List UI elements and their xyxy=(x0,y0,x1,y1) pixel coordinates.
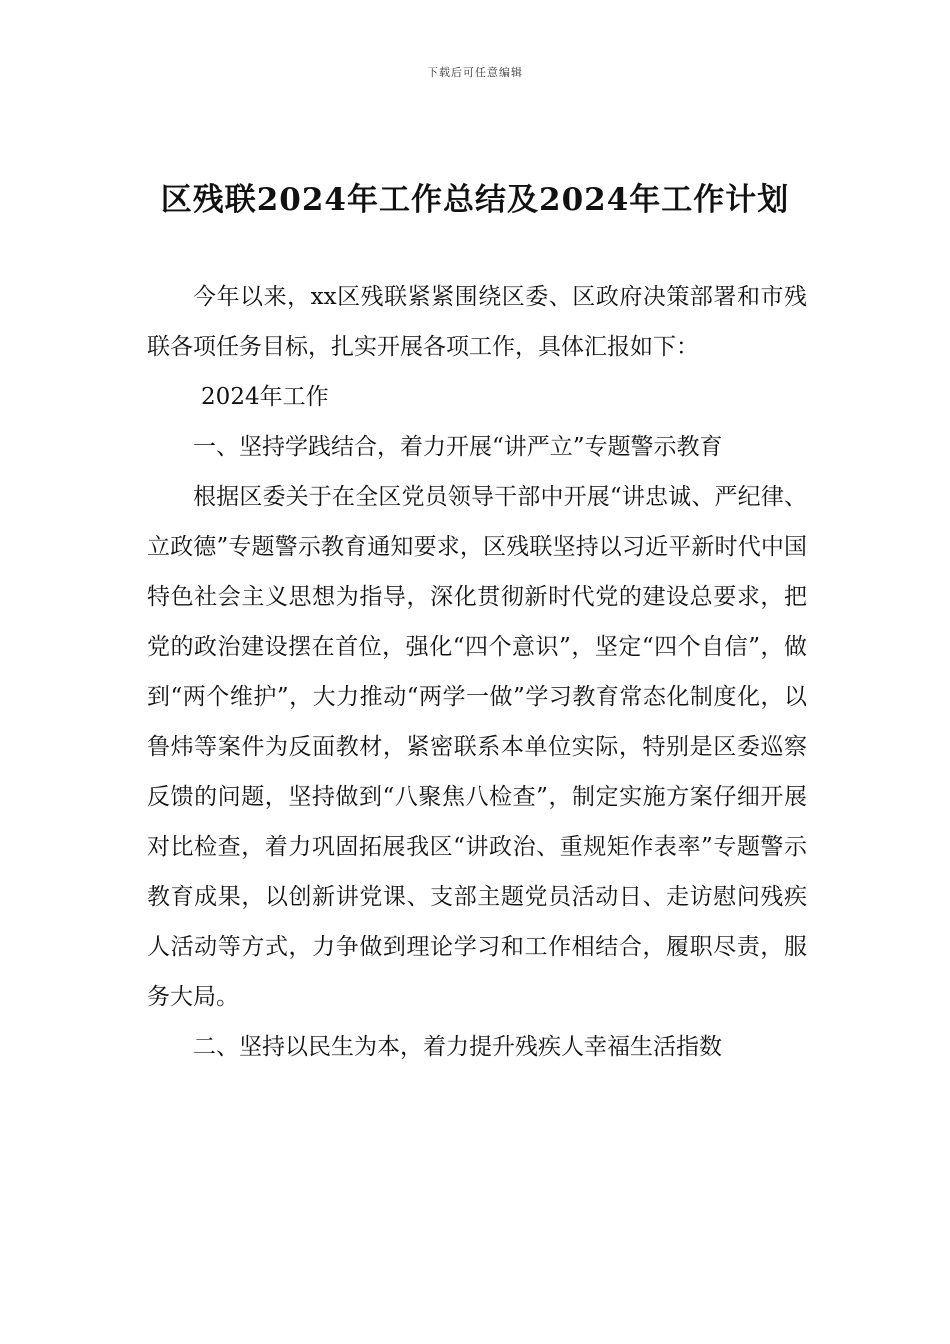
intro-paragraph: 今年以来，xx区残联紧紧围绕区委、区政府决策部署和市残联各项任务目标，扎实开展各项工作，具体汇报如下： xyxy=(147,284,807,360)
document-title: 区残联2024年工作总结及2024年工作计划 xyxy=(160,182,790,218)
section-label-2024-work: 2024年工作 xyxy=(201,384,329,410)
document-body xyxy=(147,272,807,1072)
heading-section-two: 二、坚持以民生为本，着力提升残疾人幸福生活指数 xyxy=(193,1034,722,1060)
section-one-paragraph: 根据区委关于在全区党员领导干部中开展“讲忠诚、严纪律、立政德”专题警示教育通知要求，区残联坚持以习近平新时代中国特色社会主义思想为指导，深化贯彻新时代党的建设总要求，把党的政治建设摆在首位，强化“四个意识”，坚定“四个自信”，做到“两个维护”，大力推动“两学一做”学习教育常态化制度化，以鲁炜等案件为反面教材，紧密联系本单位实际，特别是区委巡察反馈的问题，坚持做到“八聚焦八检查”，制定实施方案仔细开展对比检查，着力巩固拓展我区“讲政治、重规矩作表率”专题警示教育成果，以创新讲党课、支部主题党员活动日、走访慰问残疾人活动等方式，力争做到理论学习和工作相结合，履职尽责，服务大局。 xyxy=(147,484,807,1010)
heading-section-one: 一、坚持学践结合，着力开展“讲严立”专题警示教育 xyxy=(193,434,723,460)
header-note: 下载后可任意编辑 xyxy=(427,66,523,79)
